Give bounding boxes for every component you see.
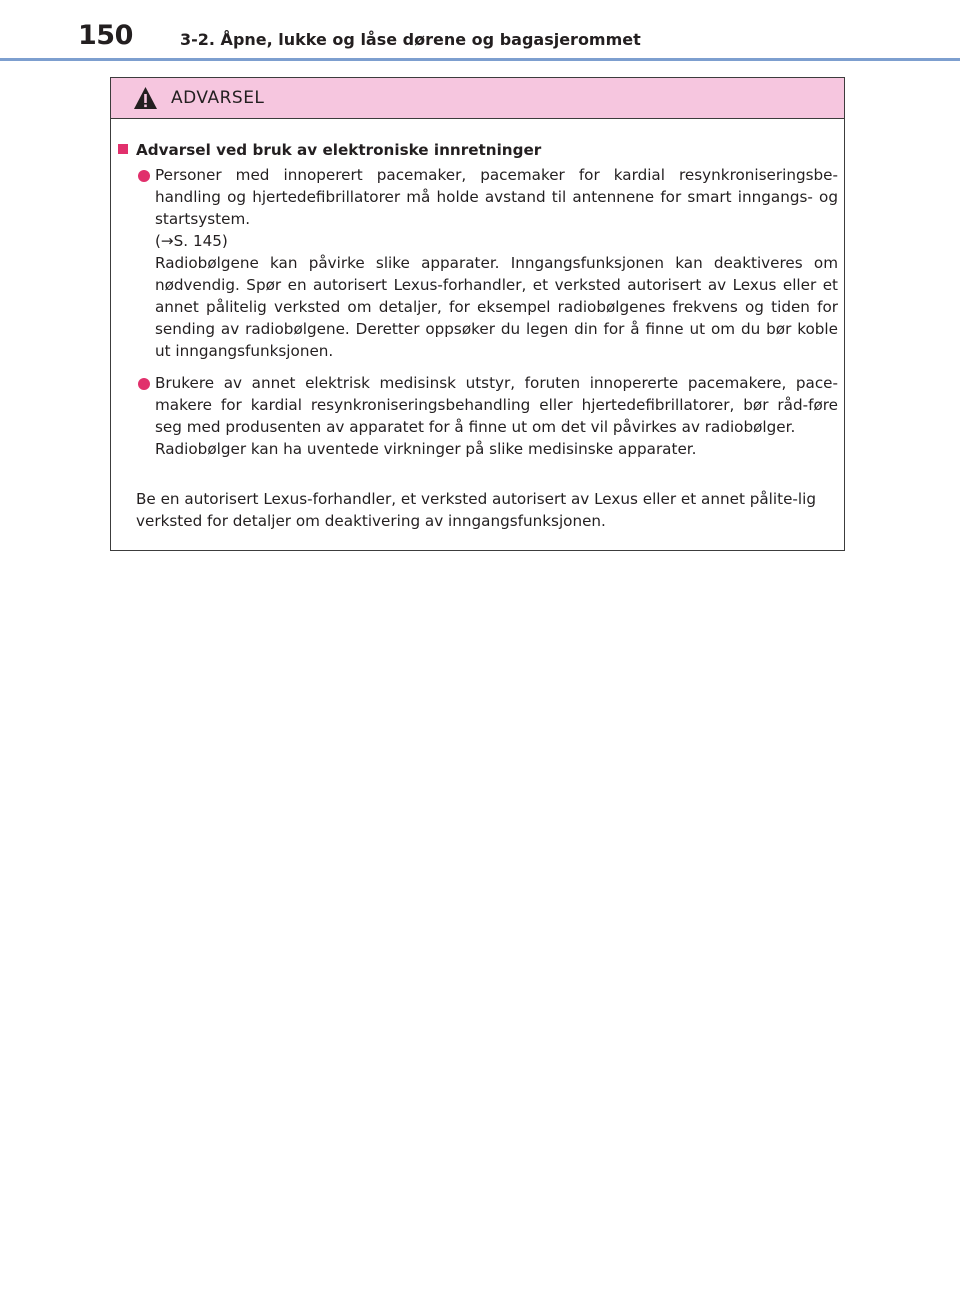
header-divider <box>0 58 960 61</box>
list-item <box>138 164 838 362</box>
square-bullet-icon <box>118 144 128 154</box>
bullet-dot-icon <box>138 170 150 182</box>
section-title: 3-2. Åpne, lukke og låse dørene og bagasjerommet <box>180 30 641 49</box>
warning-triangle-icon <box>133 86 158 110</box>
bullet-paragraph: Radiobølgene kan påvirke slike apparater. Inngangsfunksjonen kan deaktiveres om nødvendig. Spør en autorisert Lexus-forhandler, et verksted autorisert av Lexus eller et annet pålitelig verksted om detaljer, for eksempel radiobølgenes frekvens og tiden for sending av radiobølgene. Deretter oppsøker du legen din for å finne ut om du bør koble ut inngangsfunksjonen. <box>155 254 838 360</box>
bullet-paragraph: Radiobølger kan ha uventede virkninger på slike medisinske apparater. <box>155 440 697 458</box>
page-number: 150 <box>78 20 133 51</box>
bullet-paragraph: Brukere av annet elektrisk medisinsk utstyr, foruten innopererte pacemakere, pace-makere for kardial resynkroniseringsbehandling eller hjertedefibrillatorer, bør råd-føre seg med produsenten av apparatet for å finne ut om det vil påvirkes av radiobølger. <box>155 374 838 436</box>
warning-subheading <box>118 139 541 161</box>
warning-note: Be en autorisert Lexus-forhandler, et verksted autorisert av Lexus eller et annet pålite-lig verksted for detaljer om deaktivering av inngangsfunksjonen. <box>136 490 816 530</box>
warning-subheading-text: Advarsel ved bruk av elektroniske innretninger <box>136 141 542 159</box>
bullet-dot-icon <box>138 378 150 390</box>
bullet-paragraph: Personer med innoperert pacemaker, pacemaker for kardial resynkroniseringsbe-handling og hjertedefibrillatorer må holde avstand til antennene for smart inngangs- og startsystem. <box>155 166 838 228</box>
list-item <box>138 372 838 460</box>
warning-box <box>110 77 845 551</box>
warning-label: ADVARSEL <box>171 88 265 108</box>
page-reference: (→S. 145) <box>155 232 228 250</box>
page-header <box>0 0 960 60</box>
warning-header <box>111 78 844 119</box>
